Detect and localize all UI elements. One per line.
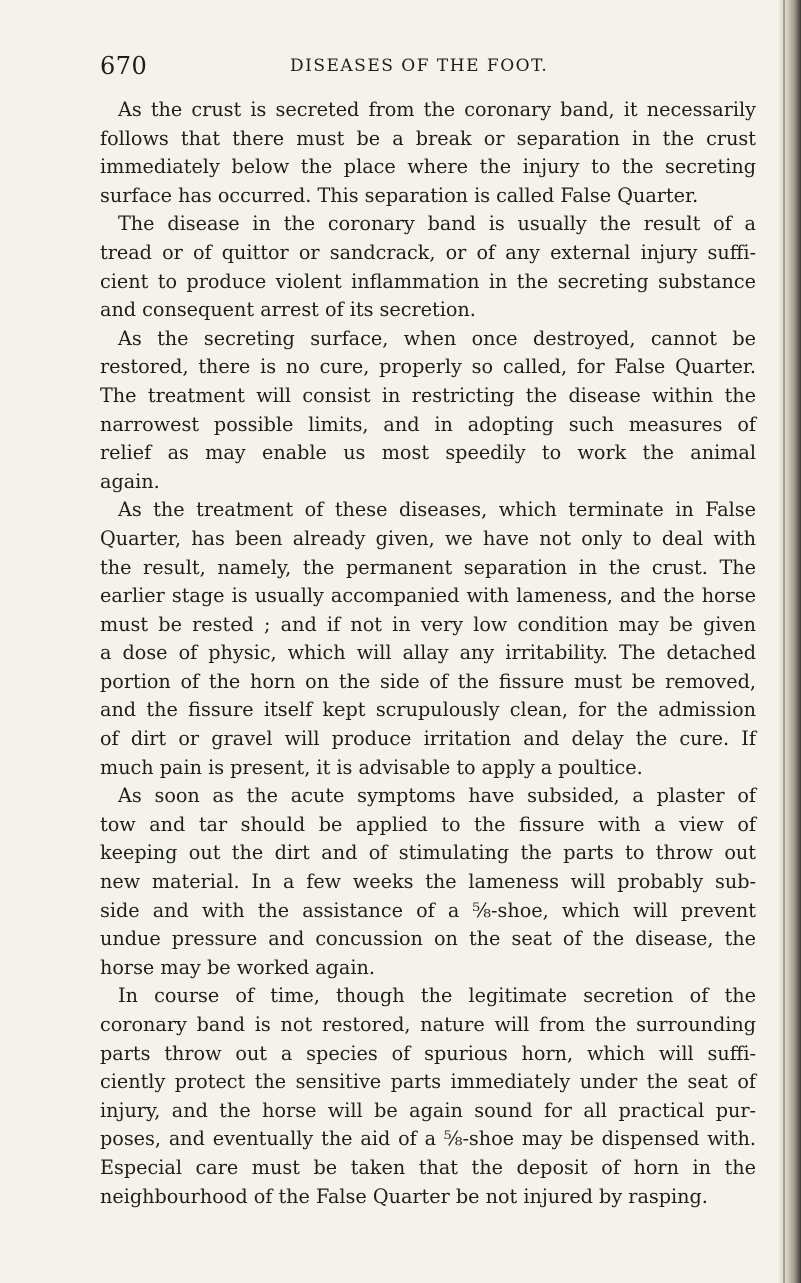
text-line: new material. In a few weeks the lameness will probably sub- [100, 870, 756, 894]
text-line: horse may be worked again. [100, 955, 375, 979]
text-line: much pain is present, it is advisable to apply a poultice. [100, 755, 643, 779]
text-line: coronary band is not restored, nature will from the surrounding [100, 1013, 756, 1036]
text-line: narrowest possible limits, and in adopting such measures of [100, 412, 756, 436]
text-line: As the treatment of these diseases, which terminate in False [118, 498, 756, 522]
paragraph [100, 96, 756, 210]
text-line: follows that there must be a break or separation in the crust [100, 126, 756, 150]
page-number: 670 [100, 52, 148, 80]
text-line: and the fissure itself kept scrupulously clean, for the admission [100, 698, 756, 722]
paragraph [100, 982, 756, 1211]
paragraph [100, 496, 756, 782]
text-line: tread or of quittor or sandcrack, or of any external injury suffi- [100, 240, 756, 264]
text-line: side and with the assistance of a ⅝-shoe, which will prevent [100, 898, 756, 922]
body-text [100, 96, 756, 1211]
text-line: injury, and the horse will be again sound for all practical pur- [100, 1098, 756, 1122]
text-line: undue pressure and concussion on the seat of the disease, the [100, 927, 756, 951]
text-line: tow and tar should be applied to the fissure with a view of [100, 812, 756, 836]
text-line: Quarter, has been already given, we have not only to deal with [100, 526, 756, 550]
text-line: ciently protect the sensitive parts immediately under the seat of [100, 1070, 756, 1094]
text-line: restored, there is no cure, properly so called, for False Quarter. [100, 355, 756, 379]
text-line: neighbourhood of the False Quarter be not injured by rasping. [100, 1184, 708, 1208]
text-line: In course of time, though the legitimate secretion of the [118, 984, 756, 1008]
text-line: poses, and eventually the aid of a ⅝-shoe may be dispensed with. [100, 1127, 756, 1151]
text-line: relief as may enable us most speedily to work the animal [100, 441, 756, 465]
text-line: cient to produce violent inflammation in the secreting substance [100, 269, 756, 293]
text-line: must be rested ; and if not in very low condition may be given [100, 612, 756, 636]
text-line: As the secreting surface, when once destroyed, cannot be [118, 326, 756, 350]
text-line: the result, namely, the permanent separation in the crust. The [100, 555, 756, 579]
text-line: immediately below the place where the injury to the secreting [100, 155, 756, 179]
text-line: As soon as the acute symptoms have subsided, a plaster of [118, 784, 756, 808]
text-line: As the crust is secreted from the coronary band, it necessarily [118, 98, 756, 121]
page-header [100, 52, 760, 86]
text-line: surface has occurred. This separation is called False Quarter. [100, 183, 699, 207]
text-line: The disease in the coronary band is usually the result of a [118, 212, 756, 236]
text-line: a dose of physic, which will allay any irritability. The detached [100, 641, 756, 665]
running-title: DISEASES OF THE FOOT. [290, 56, 549, 76]
text-line: of dirt or gravel will produce irritation and delay the cure. If [100, 727, 756, 751]
page-binding-edge [783, 0, 785, 1283]
text-line: parts throw out a species of spurious horn, which will suffi- [100, 1041, 756, 1065]
paragraph [100, 782, 756, 982]
text-line: The treatment will consist in restricting the disease within the [100, 383, 756, 407]
text-line: keeping out the dirt and of stimulating the parts to throw out [100, 841, 756, 865]
text-line: and consequent arrest of its secretion. [100, 298, 476, 322]
paragraph [100, 210, 756, 324]
text-line: again. [100, 469, 160, 493]
text-line: portion of the horn on the side of the fissure must be removed, [100, 669, 756, 693]
paragraph [100, 325, 756, 497]
text-line: earlier stage is usually accompanied with lameness, and the horse [100, 584, 756, 608]
text-line: Especial care must be taken that the deposit of horn in the [100, 1155, 756, 1179]
